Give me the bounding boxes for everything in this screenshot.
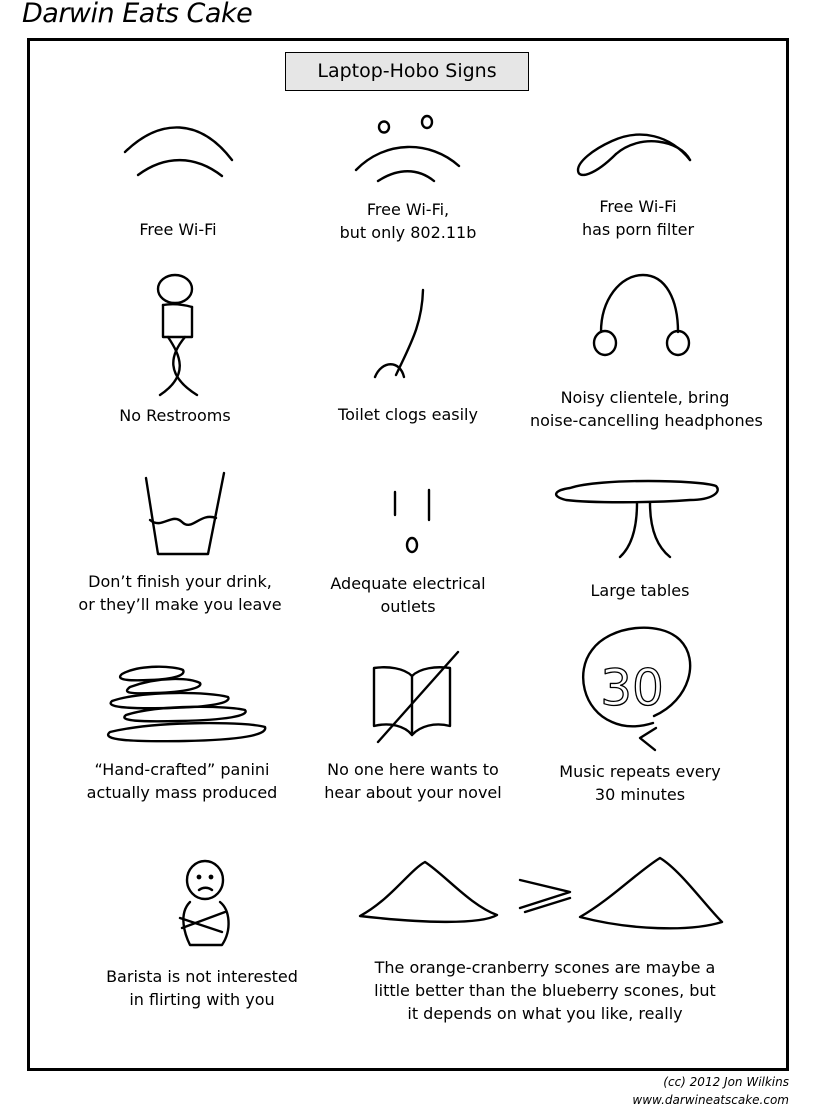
caption-wifi-80211b: Free Wi-Fi, but only 802.11b [339,200,477,242]
caption-music-repeats: Music repeats every 30 minutes [559,762,721,804]
caption-porn-filter: Free Wi-Fi has porn filter [581,197,695,239]
table-icon [556,481,718,557]
caption-large-tables: Large tables [590,581,690,600]
frowning-wifi-icon [356,116,459,181]
caption-barista: Barista is not interested in flirting with you [106,967,298,1009]
crossed-book-icon [374,652,458,742]
toilet-clog-icon [375,290,423,377]
website-text: www.darwineatscake.com [632,1093,789,1107]
caption-free-wifi: Free Wi-Fi [139,220,217,239]
caption-scones: The orange-cranberry scones are maybe a little better than the blueberry scones, but it depends on what you like, really [374,958,716,1023]
panel-title: Laptop-Hobo Signs [285,52,529,91]
caption-toilet-clogs: Toilet clogs easily [338,405,478,424]
caption-noisy-clientele: Noisy clientele, bring noise-cancelling headphones [530,388,763,430]
glass-icon [146,473,224,554]
scone-comparison-icon [360,858,722,928]
electrical-outlet-icon [395,490,429,552]
stick-figure-icon [158,275,197,395]
wifi-filter-icon [578,135,690,175]
clock-number: 30 [600,659,664,717]
sad-barista-icon [180,861,229,945]
caption-no-restrooms: No Restrooms [119,406,231,425]
caption-dont-finish-drink: Don’t finish your drink, or they’ll make you leave [78,572,282,614]
caption-novel: No one here wants to hear about your novel [324,760,502,802]
music-repeat-icon [583,628,690,750]
panini-stack-icon [108,667,265,742]
headphones-icon [594,275,689,355]
caption-panini: “Hand-crafted” panini actually mass produced [86,760,278,802]
credit-text: (cc) 2012 Jon Wilkins [663,1075,789,1089]
caption-electrical-outlets: Adequate electrical outlets [330,574,486,616]
wifi-arc-icon [125,127,232,176]
comic-title: Darwin Eats Cake [22,0,253,29]
